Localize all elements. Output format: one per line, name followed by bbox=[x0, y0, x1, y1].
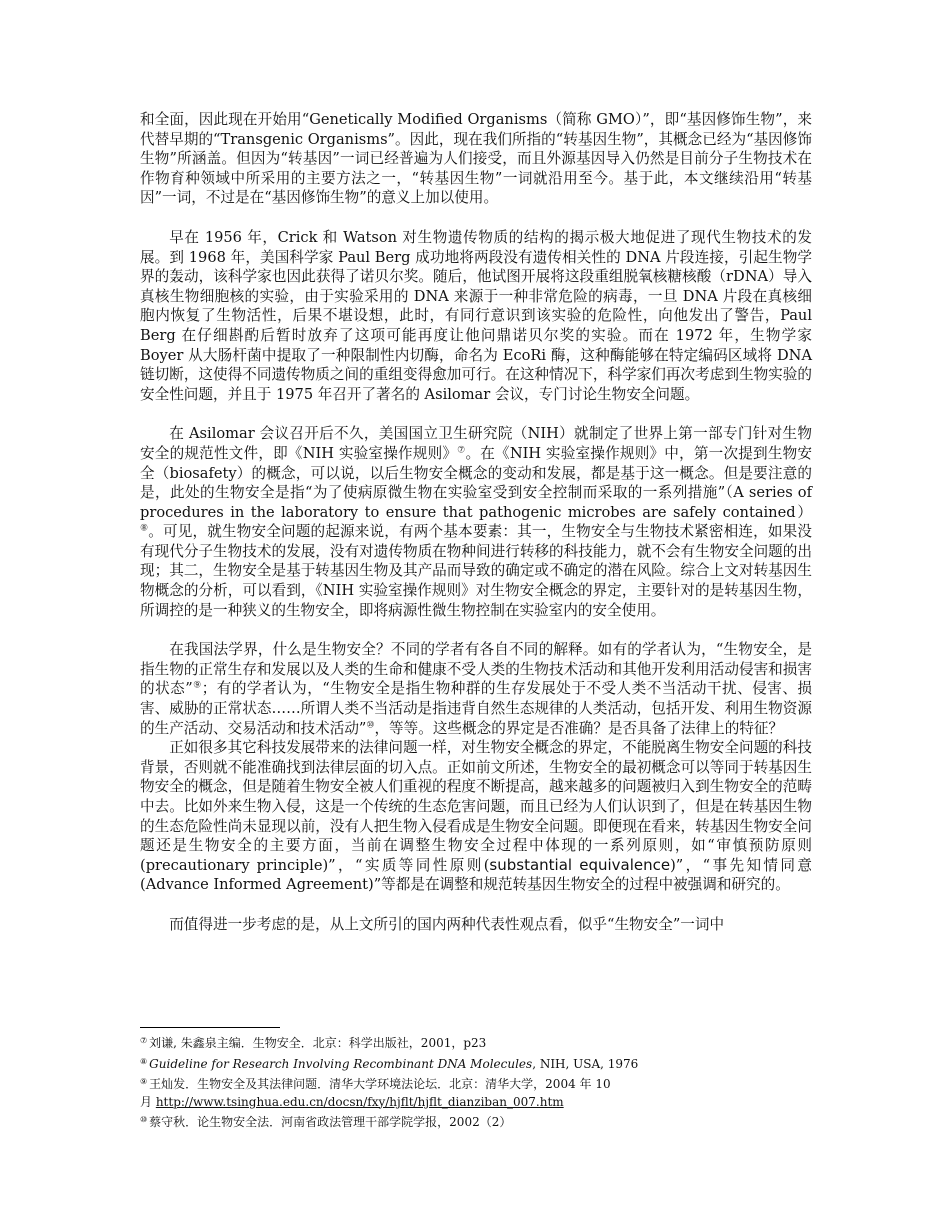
paragraph-6: 而值得进一步考虑的是，从上文所引的国内两种代表性观点看，似乎“生物安全”一词中 bbox=[169, 915, 725, 933]
footnote-ref-10[interactable]: ⑩ bbox=[366, 720, 375, 731]
footnote-9 bbox=[140, 1073, 812, 1094]
paragraph-4 bbox=[140, 640, 812, 738]
document-body bbox=[140, 110, 812, 935]
paragraph-3-text-c: 。可见，就生物安全问题的起源来说，有两个基本要素：其一，生物安全与生物技术紧密相连，如果没有现代分子生物技术的发展，没有对遗传物质在物种间进行转移的科技能力，就不会有生物安全问题的出现；其二，生物安全是基于转基因生物及其产品而导致的确定或不确定的潜在风险。综合上文对转基因生物概念的分析，可以看到，《NIH 实验室操作规则》对生物安全概念的界定，主要针对的是转基因生物，所调控的是一种狭义的生物安全，即将病源性微生物控制在实验室内的安全使用。 bbox=[140, 523, 812, 619]
footnote-8 bbox=[140, 1053, 812, 1074]
footnote-7 bbox=[140, 1032, 812, 1053]
footnote-10 bbox=[140, 1111, 812, 1132]
footnote-marker-10: ⑩ bbox=[140, 1115, 148, 1124]
paragraph-1: 和全面，因此现在开始用“Genetically Modified Organisms（简称 GMO）”，即“基因修饰生物”，来代替早期的“Transgenic Organisms”。因此，现在我们所指的“转基因生物”，其概念已经为“基因修饰生物”所涵盖。但因为“转基因”一词已经普遍为人们接受，而且外源基因导入仍然是目前分子生物技术在作物育种领域中所采用的主要方法之一，“转基因生物”一词就沿用至今。基于此，本文继续沿用“转基因”一词，不过是在“基因修饰生物”的意义上加以使用。 bbox=[140, 111, 812, 207]
footnote-marker-7: ⑦ bbox=[140, 1036, 148, 1045]
paragraph-5-text-b: )”，“事先知情同意(Advance Informed Agreement)”等都是在调整和规范转基因生物安全的过程中被强调和研究的。 bbox=[140, 856, 812, 894]
paragraph-4-text-c: ，等等。这些概念的界定是否准确？是否具备了法律上的特征？ bbox=[374, 719, 784, 737]
footnote-9-continued bbox=[140, 1094, 812, 1112]
footnote-ref-9[interactable]: ⑨ bbox=[192, 681, 202, 692]
footnote-7-text: 刘谦, 朱鑫泉主编．生物安全．北京：科学出版社，2001，p23 bbox=[149, 1036, 487, 1050]
paragraph-4-text-b: ；有的学者认为，“生物安全是指生物种群的生存发展处于不受人类不当活动干扰、侵害、损害、威胁的正常状态……所谓人类不当活动是指违背自然生态规律的人类活动，包括开发、利用生物资源的生产活动、交易活动和技术活动” bbox=[140, 680, 813, 737]
paragraph-3-text-b: 。在《NIH 实验室操作规则》中，第一次提到生物安全（biosafety）的概念，可以说，以后生物安全概念的变动和发展，都是基于这一概念。但是要注意的是，此处的生物安全是指“为了使病原微生物在实验室受到安全控制而采取的一系列措施”（A series of procedures in the laboratory to ensure that pathogenic microbes are safely contained） bbox=[140, 444, 813, 521]
paragraph-5-text-a: 正如很多其它科技发展带来的法律问题一样，对生物安全概念的界定，不能脱离生物安全问题的科技背景，否则就不能准确找到法律层面的切入点。正如前文所述，生物安全的最初概念可以等同于转基因生物安全的概念，但是随着生物安全被人们重视的程度不断提高，越来越多的问题被归入到生物安全的范畴中去。比如外来生物入侵，这是一个传统的生态危害问题，而且已经为人们认识到了，但是在转基因生物的生态危险性尚未显现以前，没有人把生物入侵看成是生物安全问题。即便现在看来，转基因生物安全问题还是生物安全的主要方面，当前在调整生物安全过程中体现的一系列原则，如“审慎预防原则(precautionary principle)”，“实质等同性原则( bbox=[140, 739, 812, 874]
footnote-9-link[interactable]: http://www.tsinghua.edu.cn/docsn/fxy/hjflt/hjflt_dianziban_007.htm bbox=[155, 1094, 564, 1109]
footnote-ref-8[interactable]: ⑧ bbox=[140, 523, 149, 534]
footnotes bbox=[140, 1032, 812, 1132]
footnote-8-text: , NIH, USA, 1976 bbox=[532, 1056, 639, 1071]
footnote-8-title: Guideline for Research Involving Recombinant DNA Molecules bbox=[149, 1056, 533, 1071]
paragraph-2: 早在 1956 年，Crick 和 Watson 对生物遗传物质的结构的揭示极大地促进了现代生物技术的发展。到 1968 年，美国科学家 Paul Berg 成功地将两段没有遗传相关性的 DNA 片段连接，引起生物学界的轰动，该科学家也因此获得了诺贝尔奖。随后，他试图开展将这段重组脱氧核糖核酸（rDNA）导入真核生物细胞核的实验，由于实验采用的 DNA 来源于一种非常危险的病毒，一旦 DNA 片段在真核细胞内恢复了生物活性，后果不堪设想，此时，有同行意识到该实验的危险性，向他发出了警告，Paul Berg 在仔细斟酌后暂时放弃了这项可能再度让他问鼎诺贝尔奖的实验。而在 1972 年，生物学家 Boyer 从大肠杆菌中提取了一种限制性内切酶，命名为 EcoRi 酶，这种酶能够在特定编码区域将 DNA 链切断，这使得不同遗传物质之间的重组变得愈加可行。在这种情况下，科学家们再次考虑到生物实验的安全性问题，并且于 1975 年召开了著名的 Asilomar 会议，专门讨论生物安全问题。 bbox=[140, 228, 812, 403]
footnote-9-text: 王灿发．生物安全及其法律问题．清华大学环境法论坛．北京：清华大学，2004 年 10 bbox=[149, 1077, 611, 1091]
footnote-ref-7[interactable]: ⑦ bbox=[457, 445, 466, 456]
paragraph-5 bbox=[140, 738, 812, 895]
footnote-marker-9: ⑨ bbox=[140, 1077, 148, 1086]
footnote-10-text: 蔡守秋．论生物安全法．河南省政法管理干部学院学报，2002（2） bbox=[149, 1115, 512, 1129]
paragraph-4-text-a: 在我国法学界，什么是生物安全？不同的学者有各自不同的解释。如有的学者认为，“生物安全，是指生物的正常生存和发展以及人类的生命和健康不受人类的生物技术活动和其他开发利用活动侵害和损害的状态” bbox=[140, 641, 812, 698]
paragraph-5-sans-term: substantial equivalence bbox=[489, 855, 671, 874]
paragraph-3 bbox=[140, 424, 812, 620]
footnote-separator bbox=[140, 1027, 280, 1028]
footnote-marker-8: ⑧ bbox=[140, 1056, 148, 1066]
paragraph-3-text-a: 在 Asilomar 会议召开后不久，美国国立卫生研究院（NIH）就制定了世界上第一部专门针对生物安全的规范性文件，即《NIH 实验室操作规则》 bbox=[140, 425, 812, 462]
footnote-9-prefix: 月 bbox=[140, 1094, 156, 1109]
